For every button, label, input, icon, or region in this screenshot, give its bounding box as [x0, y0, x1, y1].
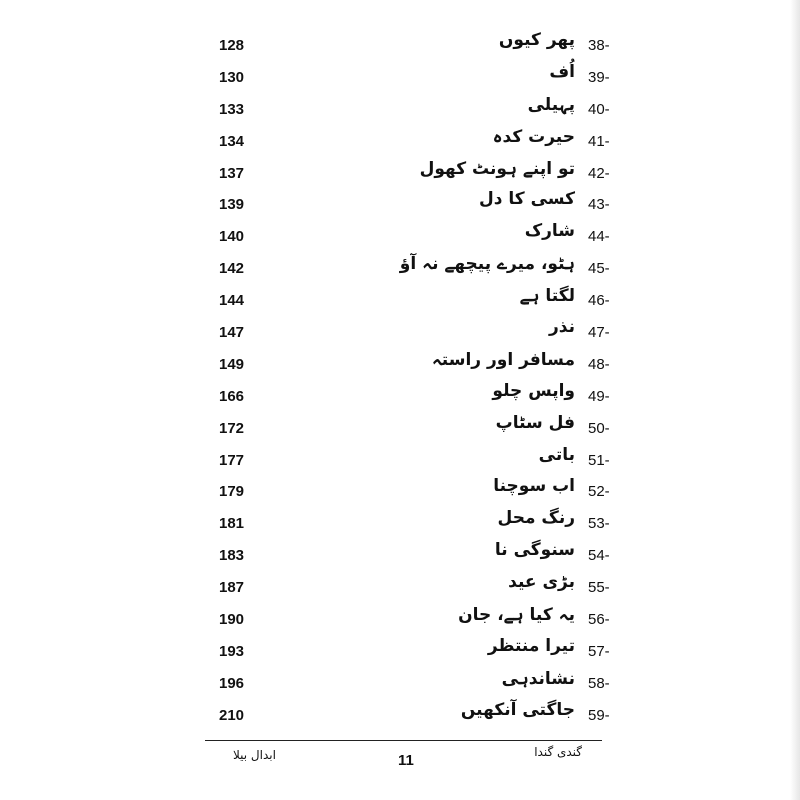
toc-entry-number: 41- [588, 132, 610, 150]
footer-page-number: 11 [398, 752, 414, 769]
footer-author: ابدال بیلا [233, 748, 276, 762]
toc-entry-number: 46- [588, 292, 610, 310]
toc-page-number: 190 [219, 611, 245, 629]
toc-page-number: 193 [219, 642, 245, 660]
footer-book-title: گندی گندا [534, 745, 582, 759]
toc-entry-title: پھر کیوں [498, 30, 575, 50]
toc-row [0, 30, 800, 62]
toc-entry-title: باتی [538, 444, 575, 465]
toc-page-number: 140 [219, 228, 245, 246]
toc-row [0, 253, 800, 285]
toc-row [0, 636, 800, 668]
toc-entry-number: 44- [588, 228, 610, 246]
toc-entry-number: 48- [588, 355, 610, 373]
toc-row [0, 700, 800, 732]
toc-entry-number: 59- [588, 706, 610, 724]
toc-row [0, 221, 800, 253]
toc-row [0, 94, 800, 126]
toc-entry-title: یہ کیا ہے، جان [458, 605, 575, 626]
toc-row [0, 540, 800, 572]
toc-row [0, 476, 800, 508]
toc-row [0, 285, 800, 317]
toc-entry-number: 50- [588, 419, 610, 437]
toc-page-number: 172 [219, 419, 245, 437]
toc-row [0, 126, 800, 158]
toc-page-number: 149 [219, 355, 245, 373]
toc-entry-title: تیرا منتظر [487, 635, 575, 656]
toc-row [0, 668, 800, 700]
toc-entry-title: فل سٹاپ [495, 412, 575, 433]
toc-entry-number: 38- [588, 37, 610, 54]
toc-entry-number: 57- [588, 642, 610, 660]
toc-entry-title: رنگ محل [497, 508, 575, 529]
toc-entry-number: 43- [588, 196, 610, 214]
toc-entry-number: 56- [588, 611, 610, 629]
toc-entry-number: 39- [588, 68, 610, 86]
toc-entry-number: 53- [588, 515, 610, 533]
toc-page-number: 137 [219, 164, 245, 182]
toc-page-number: 147 [219, 324, 245, 342]
toc-page-number: 196 [219, 674, 245, 692]
toc-row [0, 604, 800, 636]
toc-entry-title: نذر [549, 317, 575, 338]
toc-entry-number: 42- [588, 164, 610, 182]
toc-entry-number: 45- [588, 260, 610, 278]
toc-entry-title: واپس چلو [492, 380, 575, 401]
toc-page-number: 177 [219, 451, 245, 469]
toc-row [0, 317, 800, 349]
toc-entry-number: 54- [588, 547, 610, 565]
toc-entry-title: بڑی عید [508, 572, 575, 593]
toc-page-number: 179 [219, 483, 245, 501]
toc-entry-number: 51- [588, 451, 610, 469]
toc-row [0, 445, 800, 477]
toc-page-number: 134 [219, 132, 245, 150]
toc-page-number: 139 [219, 196, 245, 214]
toc-row [0, 158, 800, 190]
toc-row [0, 572, 800, 604]
toc-page-number: 210 [219, 706, 245, 724]
toc-entry-number: 52- [588, 483, 610, 501]
toc-page-number: 142 [219, 260, 245, 278]
toc-page-number: 183 [219, 547, 245, 565]
toc-entry-title: ہٹو، میرے پیچھے نہ آؤ [399, 254, 575, 275]
toc-page-number: 144 [219, 292, 245, 310]
toc-row [0, 413, 800, 445]
toc-row [0, 189, 800, 221]
toc-row [0, 349, 800, 381]
toc-entry-number: 40- [588, 100, 610, 118]
toc-page-number: 133 [219, 100, 245, 118]
footer-rule [205, 740, 602, 741]
toc-page-number: 166 [219, 387, 245, 405]
toc-entry-title: نشاندہی [501, 668, 575, 689]
toc-entry-title: حیرت کدہ [492, 126, 575, 147]
toc-page-number: 128 [219, 37, 245, 54]
toc-row [0, 381, 800, 413]
toc-entry-title: مسافر اور راستہ [431, 349, 575, 370]
toc-row [0, 62, 800, 94]
toc-entry-number: 58- [588, 674, 610, 692]
toc-entry-title: سنوگی نا [494, 540, 575, 561]
toc-entry-title: اب سوچنا [493, 476, 575, 497]
toc-entry-number: 49- [588, 387, 610, 405]
toc-entry-number: 47- [588, 324, 610, 342]
table-of-contents [0, 30, 800, 732]
toc-entry-number: 55- [588, 579, 610, 597]
toc-page-number: 187 [219, 579, 245, 597]
toc-entry-title: شارک [524, 221, 575, 242]
toc-page-number: 130 [219, 68, 245, 86]
toc-row [0, 508, 800, 540]
toc-entry-title: اُف [549, 61, 575, 82]
toc-entry-title: جاگتی آنکھیں [460, 699, 575, 720]
toc-page-number: 181 [219, 515, 245, 533]
toc-entry-title: پہیلی [527, 94, 575, 115]
toc-entry-title: لگتا ہے [519, 286, 575, 307]
toc-entry-title: کسی کا دل [479, 189, 575, 210]
toc-entry-title: تو اپنے ہونٹ کھول [419, 158, 575, 179]
